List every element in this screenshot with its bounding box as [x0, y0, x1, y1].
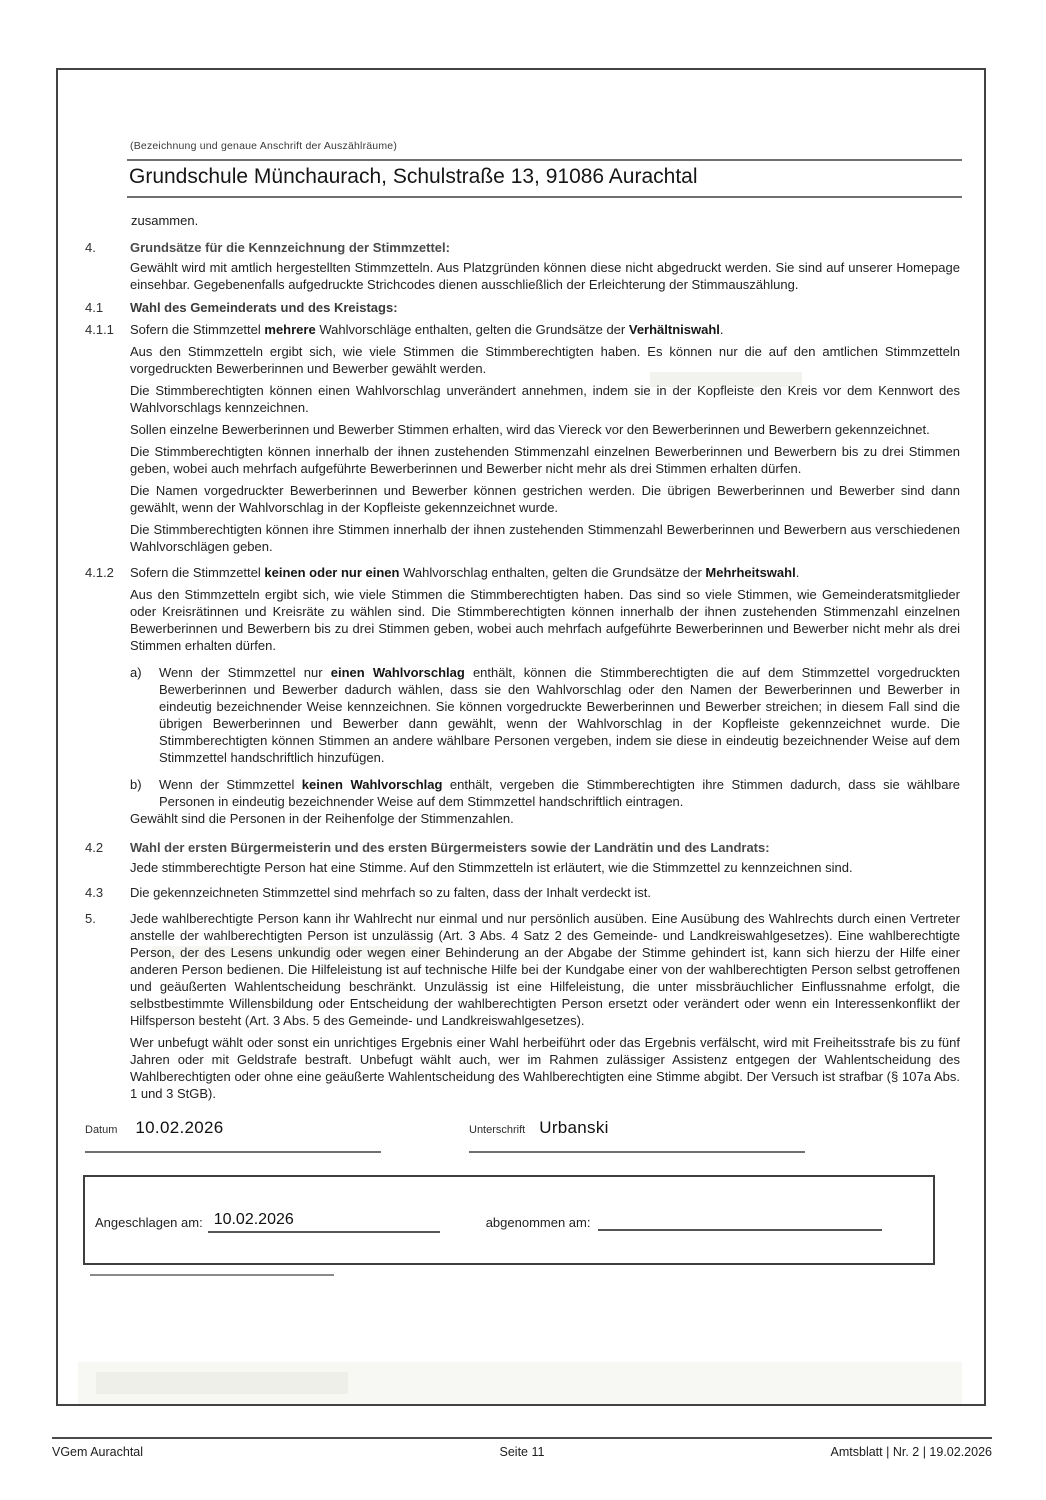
page-footer — [52, 1437, 992, 1459]
section-number: 4.2 — [85, 840, 104, 855]
section-4-heading: Grundsätze für die Kennzeichnung der Stimmzettel: — [130, 240, 450, 255]
removed-on-label: abgenommen am: — [485, 1214, 591, 1230]
text-segment: Wenn der Stimmzettel — [159, 777, 302, 792]
form-content — [58, 70, 984, 1276]
bold-text: Verhältniswahl — [628, 322, 720, 337]
signature-field — [469, 1118, 805, 1153]
text-segment: Sofern die Stimmzettel — [130, 565, 265, 580]
bold-text: mehrere — [264, 322, 316, 337]
section-4-2-heading: Wahl der ersten Bürgermeisterin und des ersten Bürgermeisters sowie der Landrätin und des Landrats: — [130, 840, 770, 855]
posted-on-value: 10.02.2026 — [208, 1211, 440, 1233]
bold-text: Mehrheitswahl — [705, 565, 796, 580]
paragraph: Jede wahlberechtigte Person kann ihr Wahlrecht nur einmal und nur persönlich ausüben. Eine Ausübung des Wahlrechts durch einen Vertreter anstelle der wahlberechtigten Person ist unzulässig (Art. 3 Abs. 4 Satz 2 des Gemeinde- und Landkreiswahlgesetzes). Eine wahlberechtigte Person, der des Lesens unkundig oder wegen einer Behinderung an der Abgabe der Stimme gehindert ist, kann sich hierzu der Hilfe einer anderen Person bedienen. Die Hilfeleistung ist auf technische Hilfe bei der Kundgabe einer von der wahlberechtigten Person selbst getroffenen und geäußerten Wahlentscheidung beschränkt. Unzulässig ist eine Hilfeleistung, die unter missbräuchlicher Einflussnahme erfolgt, die selbstbestimmte Willensbildung oder Entscheidung der wahlberechtigten Person ersetzt oder verändert oder wenn ein Interessenkonflikt der Hilfsperson besteht (Art. 3 Abs. 5 des Gemeinde- und Landkreiswahlgesetzes). — [130, 911, 960, 1028]
section-4-1-1-lead — [130, 321, 960, 338]
bold-text: einen Wahlvorschlag — [330, 665, 465, 680]
section-4 — [85, 239, 960, 293]
text-segment: Wahlvorschläge enthalten, gelten die Grundsätze der — [315, 322, 629, 337]
venue-value: Grundschule Münchaurach, Schulstraße 13, 91086 Aurachtal — [129, 165, 698, 188]
section-4-2-body: Jede stimmberechtigte Person hat eine Stimme. Auf den Stimmzetteln ist erläutert, wie die Stimmzettel zu kennzeichnen sind. — [130, 860, 853, 875]
venue-field-caption: (Bezeichnung und genaue Anschrift der Auszählräume) — [130, 140, 398, 152]
section-4-3-body: Die gekennzeichneten Stimmzettel sind mehrfach so zu falten, dass der Inhalt verdeckt ist. — [130, 885, 651, 900]
paragraph: Die Stimmberechtigten können innerhalb der ihnen zustehenden Stimmenzahl einzelnen Bewerberinnen und Bewerbern bis zu drei Stimmen geben, wobei auch mehrfach aufgeführte Bewerberinnen und Bewerber nicht mehr als drei Stimmen erhalten dürfen. — [130, 444, 960, 476]
text-segment: Wenn der Stimmzettel nur — [159, 665, 331, 680]
posted-on-label: Angeschlagen am: — [95, 1214, 203, 1230]
venue-field — [127, 159, 962, 198]
text-segment: enthält, können die Stimmberechtigten die auf dem Stimmzettel vorgedruckten Bewerberinnen und Bewerber dadurch wählen, dass sie den Wahlvorschlag oder den Namen der Bewerberinnen und Bewerber in eindeutig bezeichnender Weise kennzeichnen. Sie können vorgedruckte Bewerberinnen und Bewerber streichen; in diesem Fall sind die übrigen Bewerberinnen und Bewerber dann gewählt, wenn der Wahlvorschlag in der Kopfleiste gekennzeichnet wurde. Die Stimmberechtigten können Stimmen an andere wählbare Personen vergeben, indem sie diese in eindeutig bezeichnender Weise auf dem Stimmzettel handschriftlich hinzufügen. — [159, 665, 960, 765]
footer-page-number: Seite 11 — [499, 1445, 545, 1459]
date-field — [85, 1118, 381, 1153]
carried-over-text: zusammen. — [131, 213, 199, 228]
paragraph: Aus den Stimmzetteln ergibt sich, wie viele Stimmen die Stimmberechtigten haben. Es können nur die auf den amtlichen Stimmzetteln vorgedruckten Bewerberinnen und Bewerber gewählt werden. — [130, 344, 960, 376]
list-item-a — [130, 664, 960, 766]
paragraph: Wer unbefugt wählt oder sonst ein unrichtiges Ergebnis einer Wahl herbeiführt oder das Ergebnis verfälscht, wird mit Freiheitsstrafe bis zu fünf Jahren oder mit Geldstrafe bestraft. Unbefugt wählt auch, wer im Rahmen zulässiger Assistenz entgegen der Wahlentscheidung des Wahlberechtigten oder ohne eine geäußerte Wahlentscheidung des Wahlberechtigten eine Stimme abgibt. Der Versuch ist strafbar (§ 107a Abs. 1 und 3 StGB). — [130, 1035, 960, 1101]
scan-artifact — [96, 1372, 348, 1394]
section-4-3 — [85, 884, 960, 901]
text-segment: Wahlvorschlag enthalten, gelten die Grundsätze der — [399, 565, 706, 580]
section-number: 4.1.1 — [85, 322, 114, 337]
date-label: Datum — [85, 1124, 118, 1136]
section-5 — [85, 910, 960, 1102]
form-border-box — [56, 68, 986, 1406]
list-item-b-text — [159, 776, 960, 810]
signature-stub-line — [90, 1274, 334, 1276]
date-value: 10.02.2026 — [135, 1118, 224, 1137]
removed-on-blank-line — [598, 1213, 882, 1231]
section-number: 4.1.2 — [85, 565, 114, 580]
section-4-2 — [85, 839, 960, 876]
signature-row — [85, 1118, 960, 1153]
section-number: 4. — [85, 240, 96, 255]
closing-sentence: Gewählt sind die Personen in der Reihenfolge der Stimmenzahlen. — [130, 811, 514, 826]
bold-text: keinen Wahlvorschlag — [301, 777, 443, 792]
list-item-b — [130, 776, 960, 810]
paragraph: Die Namen vorgedruckter Bewerberinnen und Bewerber können gestrichen werden. Die übrigen Bewerberinnen und Bewerber sind dann gewählt, wenn der Wahlvorschlag in der Kopfleiste gekennzeichnet wurde. — [130, 483, 960, 515]
text-segment: Sofern die Stimmzettel — [130, 322, 265, 337]
footer-publisher: VGem Aurachtal — [52, 1445, 144, 1459]
posting-record-box — [83, 1175, 935, 1265]
footer-issue-info: Amtsblatt | Nr. 2 | 19.02.2026 — [830, 1445, 992, 1459]
section-4-1 — [85, 299, 960, 316]
list-marker: b) — [130, 777, 142, 792]
signature-label: Unterschrift — [469, 1124, 526, 1136]
section-number: 4.1 — [85, 300, 104, 315]
paragraph: Die Stimmberechtigten können einen Wahlvorschlag unverändert annehmen, indem sie in der Kopfleiste den Kreis vor dem Kennwort des Wahlvorschlags kennzeichnen. — [130, 383, 960, 415]
paragraph: Die Stimmberechtigten können ihre Stimmen innerhalb der ihnen zustehenden Stimmenzahl Bewerberinnen und Bewerbern aus verschiedenen Wahlvorschlägen geben. — [130, 522, 960, 554]
signature-value: Urbanski — [539, 1118, 609, 1137]
section-4-body: Gewählt wird mit amtlich hergestellten Stimmzetteln. Aus Platzgründen können diese nicht abgedruckt werden. Sie sind auf unserer Homepage einsehbar. Gegebenenfalls aufgedruckte Strichcodes dienen ausschließlich der Erleichterung der Stimmauszählung. — [130, 260, 960, 292]
paragraph: Aus den Stimmzetteln ergibt sich, wie viele Stimmen die Stimmberechtigten haben. Das sind so viele Stimmen, wie Gemeinderatsmitglieder oder Kreisrätinnen und Kreisräte zu wählen sind. Die Stimmberechtigten können innerhalb der ihnen zustehenden Stimmenzahl einzelnen Bewerberinnen und Bewerbern bis zu drei Stimmen geben, wobei auch mehrfach aufgeführte Bewerberinnen und Bewerber nicht mehr als drei Stimmen erhalten dürfen. — [130, 587, 960, 653]
text-segment: . — [719, 322, 724, 337]
list-marker: a) — [130, 665, 142, 680]
text-segment: . — [795, 565, 800, 580]
text-segment: enthält, vergeben die Stimmberechtigten ihre Stimmen dadurch, dass sie wählbare Personen in eindeutig bezeichnender Weise auf dem Stimmzettel handschriftlich eintragen. — [159, 777, 960, 809]
section-number: 4.3 — [85, 885, 104, 900]
paragraph: Sollen einzelne Bewerberinnen und Bewerber Stimmen erhalten, wird das Viereck vor den Bewerberinnen und Bewerbern gekennzeichnet. — [130, 422, 930, 437]
section-4-1-heading: Wahl des Gemeinderats und des Kreistags: — [130, 300, 398, 315]
section-number: 5. — [85, 911, 96, 926]
section-4-1-2-lead — [130, 564, 960, 581]
list-item-a-text — [159, 664, 960, 766]
section-4-1-1 — [85, 321, 960, 555]
bold-text: keinen oder nur einen — [264, 565, 400, 580]
section-4-1-2 — [85, 564, 960, 827]
